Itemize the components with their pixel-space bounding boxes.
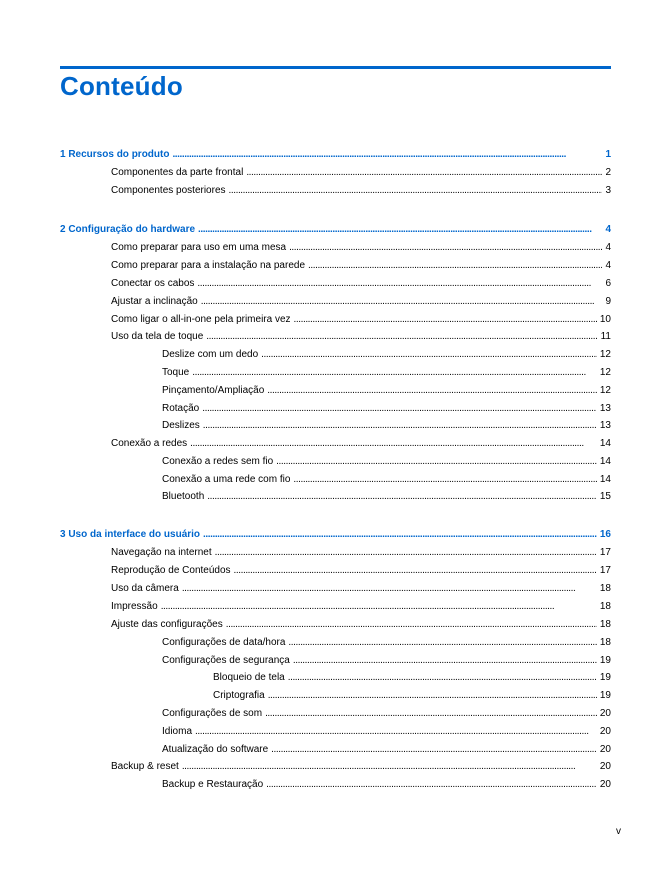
toc-entry[interactable] <box>111 183 611 198</box>
toc-leader <box>234 563 597 578</box>
toc-leader <box>246 165 602 180</box>
toc-label: Impressão <box>111 601 158 612</box>
toc-subentry[interactable] <box>162 383 611 398</box>
toc-subentry[interactable] <box>162 724 611 739</box>
toc-leader <box>203 527 597 542</box>
toc-leader <box>201 294 603 309</box>
toc-leader <box>293 472 596 487</box>
toc-page: 14 <box>599 438 611 449</box>
toc-label: Uso da tela de toque <box>111 331 204 342</box>
toc-subentry[interactable] <box>162 653 611 668</box>
toc-page: 6 <box>605 278 611 289</box>
toc-leader <box>202 401 597 416</box>
toc-entry[interactable] <box>111 599 611 614</box>
toc-label: Atualização do software <box>162 744 269 755</box>
toc-page: 14 <box>599 456 611 467</box>
toc-page: 18 <box>599 619 611 630</box>
toc-page: 19 <box>599 690 611 701</box>
toc-leader <box>203 418 597 433</box>
toc-label: 2 Configuração do hardware <box>60 224 196 235</box>
toc-chapter[interactable] <box>60 222 611 237</box>
toc-page: 18 <box>599 601 611 612</box>
toc-entry[interactable] <box>111 759 611 774</box>
toc-entry[interactable] <box>111 329 611 344</box>
toc-leader <box>198 222 602 237</box>
toc-leader <box>261 347 597 362</box>
toc-label: Configurações de segurança <box>162 655 290 666</box>
toc-entry[interactable] <box>111 617 611 632</box>
toc-page: 20 <box>599 779 611 790</box>
toc-label: Componentes posteriores <box>111 185 226 196</box>
toc-label: Ajustar a inclinação <box>111 296 198 307</box>
toc-leader <box>267 383 597 398</box>
toc-leader <box>289 240 602 255</box>
toc-page: 9 <box>605 296 611 307</box>
toc-leader <box>229 183 603 198</box>
toc-entry[interactable] <box>111 165 611 180</box>
toc-page: 10 <box>599 314 611 325</box>
toc-leader <box>293 653 597 668</box>
toc-subsubentry[interactable] <box>213 688 611 703</box>
toc-leader <box>207 489 597 504</box>
toc-page: 20 <box>599 726 611 737</box>
toc-subentry[interactable] <box>162 635 611 650</box>
toc-label: Idioma <box>162 726 193 737</box>
toc-page: 14 <box>599 474 611 485</box>
toc-label: Toque <box>162 367 190 378</box>
toc-label: Reprodução de Conteúdos <box>111 565 231 576</box>
title-rule <box>60 66 611 69</box>
toc-leader <box>192 365 597 380</box>
toc-label: Conexão a redes <box>111 438 188 449</box>
toc-entry[interactable] <box>111 312 611 327</box>
toc-label: Conexão a redes sem fio <box>162 456 274 467</box>
toc-subentry[interactable] <box>162 418 611 433</box>
toc-leader <box>271 742 597 757</box>
toc-page: 2 <box>605 167 611 178</box>
toc-page: 18 <box>599 637 611 648</box>
toc-leader <box>276 454 597 469</box>
toc-page: 16 <box>599 529 611 540</box>
toc-page: 4 <box>605 260 611 271</box>
toc-page: 12 <box>599 385 611 396</box>
toc-page: 20 <box>599 708 611 719</box>
toc-chapter[interactable] <box>60 527 611 542</box>
toc-label: Como preparar para a instalação na parede <box>111 260 306 271</box>
toc-page: 13 <box>599 403 611 414</box>
toc-label: Deslize com um dedo <box>162 349 259 360</box>
toc-label: Pinçamento/Ampliação <box>162 385 265 396</box>
toc-page: 12 <box>599 367 611 378</box>
toc-page: 4 <box>605 242 611 253</box>
toc-leader <box>266 777 597 792</box>
toc-label: Backup e Restauração <box>162 779 264 790</box>
toc-subentry[interactable] <box>162 742 611 757</box>
toc-subsubentry[interactable] <box>213 670 611 685</box>
toc-page: 18 <box>599 583 611 594</box>
toc-subentry[interactable] <box>162 489 611 504</box>
toc-leader <box>197 276 602 291</box>
toc-entry[interactable] <box>111 581 611 596</box>
toc-label: Ajuste das configurações <box>111 619 223 630</box>
toc-entry[interactable] <box>111 276 611 291</box>
toc-page: 12 <box>599 349 611 360</box>
toc-subentry[interactable] <box>162 347 611 362</box>
page-title: Conteúdo <box>60 71 183 101</box>
toc-label: 3 Uso da interface do usuário <box>60 529 201 540</box>
page-number: v <box>616 826 621 837</box>
toc-page: 1 <box>605 149 611 160</box>
toc-page: 15 <box>599 491 611 502</box>
toc-label: Criptografia <box>213 690 265 701</box>
toc-label: Rotação <box>162 403 200 414</box>
toc-leader <box>294 312 597 327</box>
toc-entry[interactable] <box>111 240 611 255</box>
toc-leader <box>288 635 596 650</box>
toc-leader <box>265 706 597 721</box>
toc-leader <box>195 724 597 739</box>
toc-subentry[interactable] <box>162 706 611 721</box>
toc-subentry[interactable] <box>162 365 611 380</box>
toc-entry[interactable] <box>111 258 611 273</box>
toc-leader <box>172 147 602 162</box>
toc-leader <box>182 581 597 596</box>
toc-leader <box>308 258 602 273</box>
toc-leader <box>288 670 597 685</box>
toc-subentry[interactable] <box>162 401 611 416</box>
toc-chapter[interactable] <box>60 147 611 162</box>
toc-entry[interactable] <box>111 545 611 560</box>
toc-leader <box>190 436 597 451</box>
toc-leader <box>206 329 597 344</box>
toc-subentry[interactable] <box>162 472 611 487</box>
toc-label: Bluetooth <box>162 491 205 502</box>
toc-label: Uso da câmera <box>111 583 179 594</box>
toc-label: Backup & reset <box>111 761 179 772</box>
toc-page: 19 <box>599 672 611 683</box>
toc-entry[interactable] <box>111 563 611 578</box>
toc-label: Como preparar para uso em uma mesa <box>111 242 287 253</box>
toc-leader <box>215 545 597 560</box>
toc-subentry[interactable] <box>162 777 611 792</box>
toc-page: 20 <box>599 761 611 772</box>
toc-label: Conexão a uma rede com fio <box>162 474 291 485</box>
toc-page: 3 <box>605 185 611 196</box>
toc-page: 17 <box>599 565 611 576</box>
toc-leader <box>268 688 597 703</box>
toc-label: Bloqueio de tela <box>213 672 285 683</box>
toc-page: 19 <box>599 655 611 666</box>
toc-label: Como ligar o all-in-one pela primeira vez <box>111 314 291 325</box>
toc-page: 20 <box>599 744 611 755</box>
toc-entry[interactable] <box>111 294 611 309</box>
toc-subentry[interactable] <box>162 454 611 469</box>
toc-leader <box>226 617 597 632</box>
toc-page: 11 <box>600 331 611 342</box>
toc-label: Configurações de data/hora <box>162 637 286 648</box>
toc-leader <box>182 759 597 774</box>
toc-label: Configurações de som <box>162 708 263 719</box>
toc-leader <box>161 599 597 614</box>
toc-label: Conectar os cabos <box>111 278 195 289</box>
toc-label: Navegação na internet <box>111 547 212 558</box>
toc-label: Componentes da parte frontal <box>111 167 244 178</box>
toc-page: 4 <box>605 224 611 235</box>
toc-page: 13 <box>599 420 611 431</box>
toc-page: 17 <box>599 547 611 558</box>
toc-label: 1 Recursos do produto <box>60 149 170 160</box>
toc-entry[interactable] <box>111 436 611 451</box>
toc-label: Deslizes <box>162 420 200 431</box>
